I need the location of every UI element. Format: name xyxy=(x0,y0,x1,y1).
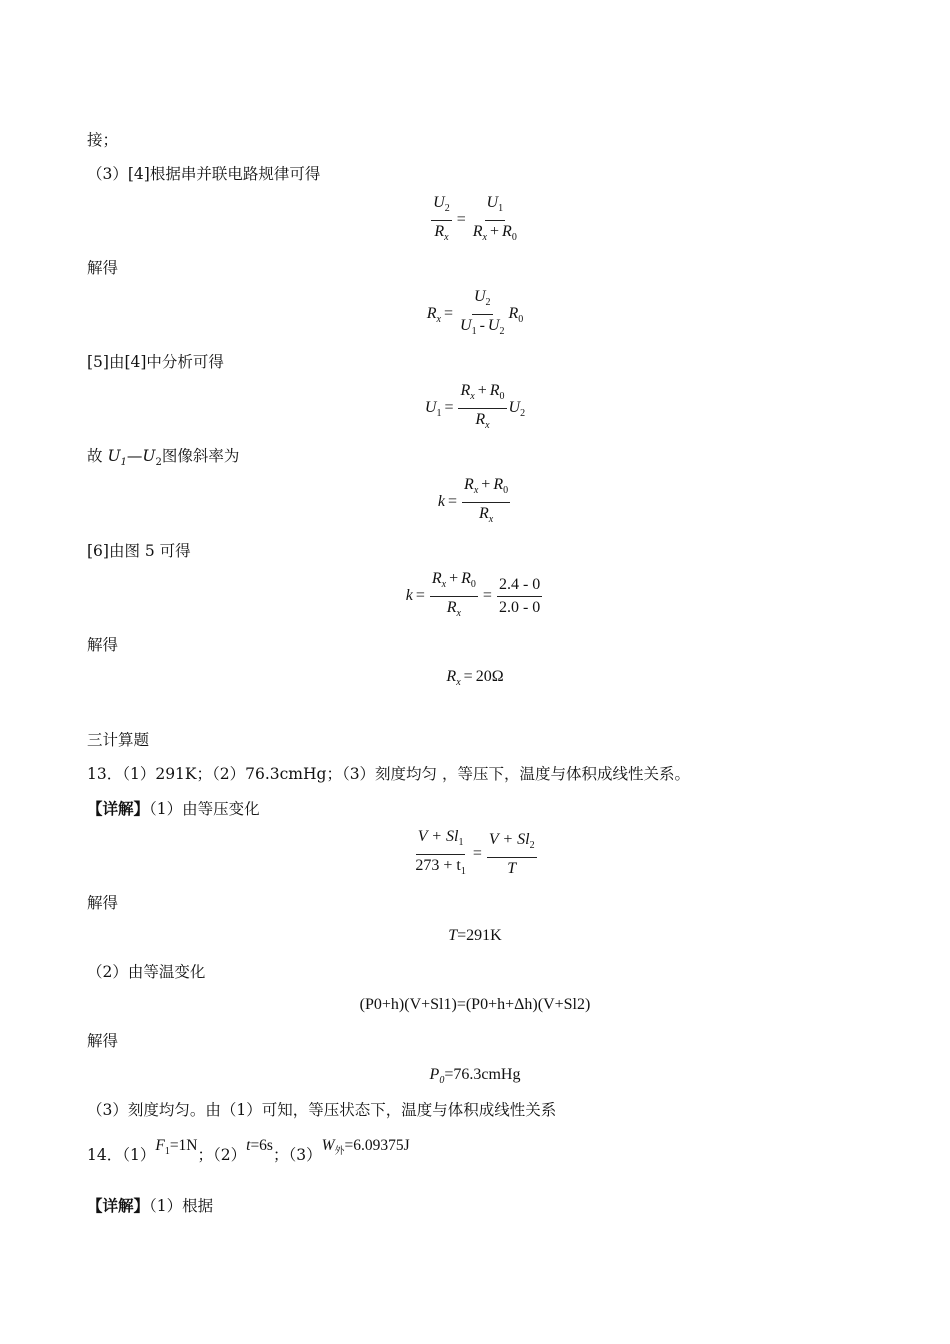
text-line-7: 解得 xyxy=(87,636,119,654)
text-line-14: （3）刻度均匀。由（1）可知，等压状态下，温度与体积成线性关系 xyxy=(87,1101,557,1119)
equation-7: $\frac{V + Sl_1}{273 + t_1}$ = $\frac{V + Sl_2}{T}$ xyxy=(415,828,535,877)
detail-13: 【详解】（1）由等压变化 xyxy=(87,799,260,818)
text-line-2: （3）[4]根据串并联电路规律可得 xyxy=(87,165,321,183)
equation-9: (P0+h)(V+Sl1)=(P0+h+Δh)(V+Sl2) xyxy=(359,996,591,1013)
text-line-4: [5]由[4]中分析可得 xyxy=(87,353,224,371)
equation-1: $\frac{U_2}{R_x}$ = $\frac{U_1}{R_x + R_0}$ xyxy=(433,194,517,243)
answer-14: 14．$(1)F_1=1N$；（2）t=6s；$(3)W_外=6.09375J$ xyxy=(87,1137,410,1164)
text-line-3: 解得 xyxy=(87,259,119,277)
text-line-13: 解得 xyxy=(87,1032,119,1050)
equation-5: k = $\frac{R_x + R_0}{R_x}$ = $\frac{2.4 - 0}{2.0 - 0}$ xyxy=(405,570,541,619)
detail-14: 【详解】（1）根据 xyxy=(87,1196,214,1215)
text-line-1: 接； xyxy=(87,131,119,149)
answer-13: 13．（1）291K；（2）76.3cmHg；（3）刻度均匀 ，等压下，温度与体积成线性关系。 xyxy=(87,765,690,783)
equation-6: $R_x = 20\Omega$ xyxy=(446,668,504,688)
text-line-12: （2）由等温变化 xyxy=(87,963,206,981)
equation-4: k = $\frac{R_x + R_0}{R_x}$ xyxy=(437,476,509,525)
text-line-11: 解得 xyxy=(87,894,119,912)
equation-3: $U_1$ = $\frac{R_x + R_0}{R_x}$ $U_2$ xyxy=(424,382,526,431)
text-line-6: [6]由图 5 可得 xyxy=(87,542,191,560)
text-line-5: 故 $U_1—U_2$图像斜率为 xyxy=(87,447,240,468)
equation-2: $R_x$ = $\frac{U_2}{U_1 - U_2}$ $R_0$ xyxy=(426,288,524,337)
equation-8: T=291K xyxy=(448,927,502,944)
equation-10: $P_0=76.3cmHg$ xyxy=(429,1066,521,1086)
section-heading: 三计算题 xyxy=(87,731,150,749)
